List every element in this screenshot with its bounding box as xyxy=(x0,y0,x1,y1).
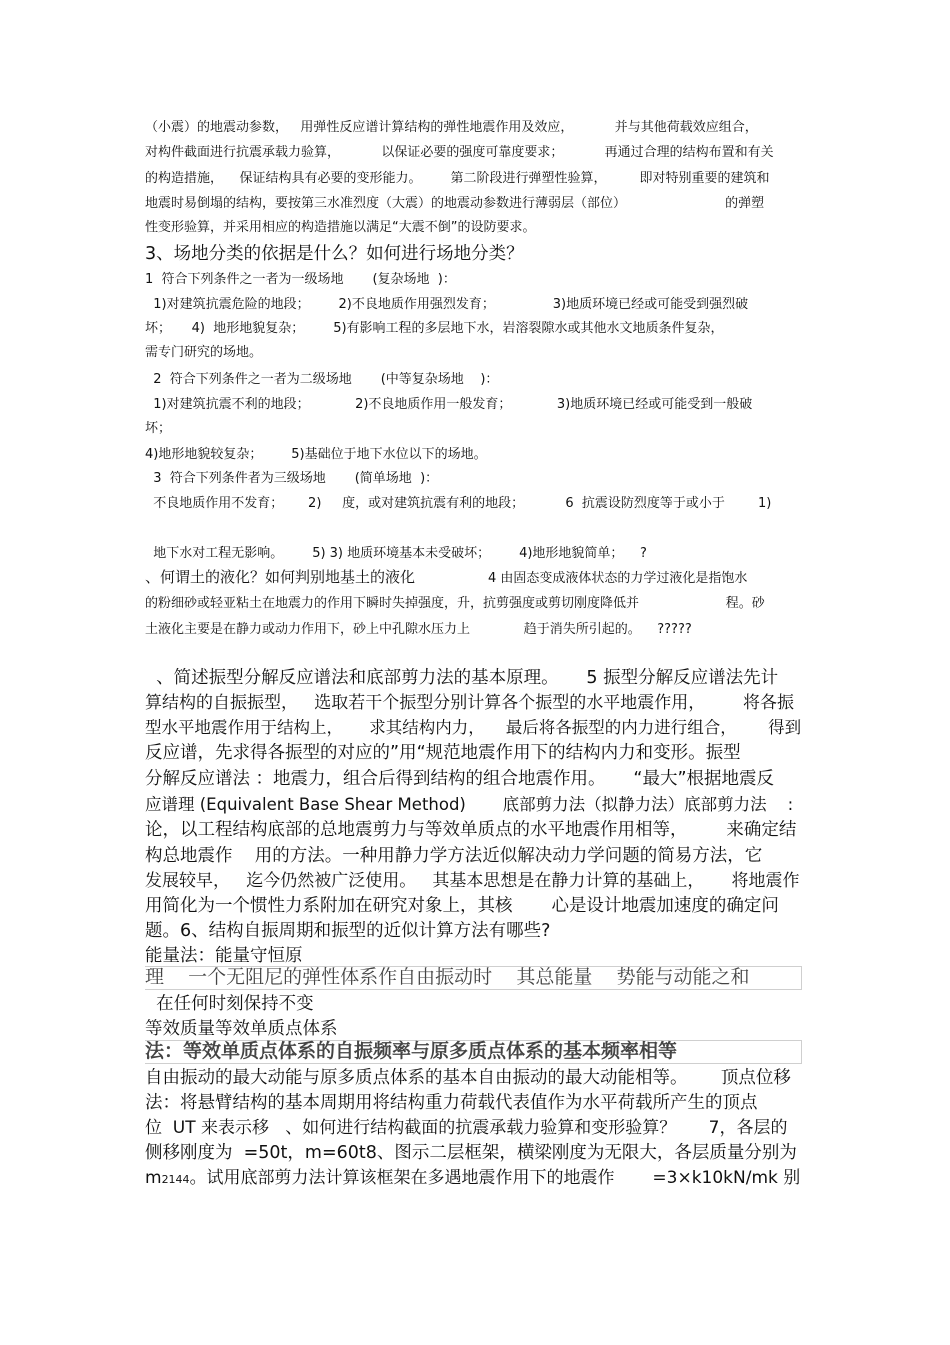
text-line: 用简化为一个惯性力系附加在研究对象上，其核 心是设计地震加速度的确定问 xyxy=(145,896,779,916)
text-line: 4)地形地貌较复杂； 5)基础位于地下水位以下的场地。 xyxy=(145,447,487,462)
highlighted-text: 理 一个无阻尼的弹性体系作自由振动时 其总能量 势能与动能之和 xyxy=(145,966,750,988)
text-line: 不良地质作用不发育； 2) 度，或对建筑抗震有利的地段； 6 抗震设防烈度等于或小于 1) xyxy=(145,496,772,511)
text-line: 坏； 4) 地形地貌复杂； 5)有影响工程的多层地下水，岩溶裂隙水或其他水文地质条件复杂， xyxy=(145,321,724,336)
text-fragment: 。试用底部剪力法计算该框架在多遇地震作用下的地震作 =3×k10kN/mk 别 xyxy=(189,1168,801,1188)
text-line: 1)对建筑抗震不利的地段； 2)不良地质作用一般发育； 3)地质环境已经或可能受到一般破 xyxy=(145,397,753,412)
text-line: 在任何时刻保持不变 xyxy=(145,994,314,1014)
text-line: 反应谱，先求得各振型的对应的”用“规范地震作用下的结构内力和变形。振型 xyxy=(145,743,741,763)
text-line: （小震）的地震动参数， 用弹性反应谱计算结构的弹性地震作用及效应， 并与其他荷载效应组合， xyxy=(145,120,758,135)
text-line: 能量法：能量守恒原 xyxy=(145,946,303,966)
text-line: 需专门研究的场地。 xyxy=(145,345,263,360)
text-line: 等效质量等效单质点体系 xyxy=(145,1019,338,1039)
text-fragment: m xyxy=(145,1168,162,1188)
text-line: 发展较早， 迄今仍然被广泛使用。 其基本思想是在静力计算的基础上， 将地震作 xyxy=(145,871,800,891)
highlighted-text: 法：等效单质点体系的自振频率与原多质点体系的基本频率相等 xyxy=(145,1040,678,1062)
text-line: 2 符合下列条件之一者为二级场地 (中等复杂场地 )： xyxy=(145,372,499,387)
text-line: 土液化主要是在静力或动力作用下，砂上中孔隙水压力上 趋于消失所引起的。 ????? xyxy=(145,622,692,637)
text-line: 侧移刚度为 =50t，m=60t8、图示二层框架，横梁刚度为无限大，各层质量分别为 xyxy=(145,1143,797,1163)
text-line: 法：将悬臂结构的基本周期用将结构重力荷载代表值作为水平荷载所产生的顶点 xyxy=(145,1093,758,1113)
subscript-text: 2144 xyxy=(161,1173,190,1186)
text-line: 地震时易倒塌的结构，要按第三水准烈度（大震）的地震动参数进行薄弱层（部位） 的弹塑 xyxy=(145,196,765,211)
text-line: 对构件截面进行抗震承载力验算， 以保证必要的强度可靠度要求； 再通过合理的结构布置和有关 xyxy=(145,145,774,160)
text-line: 地下水对工程无影响。 5) 3) 地质环境基本未受破坏； 4)地形地貌简单； ? xyxy=(145,546,647,561)
highlighted-box xyxy=(145,1040,802,1064)
text-line: 3 符合下列条件者为三级场地 (简单场地 )： xyxy=(145,471,439,486)
text-line xyxy=(145,1170,800,1187)
text-line: 构总地震作 用的方法。一种用静力学方法近似解决动力学问题的简易方法，它 xyxy=(145,846,763,866)
text-line: 1)对建筑抗震危险的地段； 2)不良地质作用强烈发育； 3)地质环境已经或可能受到强烈破 xyxy=(145,297,749,312)
text-line: 4 由固态变成液体状态的力学过液化是指饱水 xyxy=(488,571,748,586)
text-line: 的构造措施， 保证结构具有必要的变形能力。 第二阶段进行弹塑性验算， 即对特别重要的建筑和 xyxy=(145,171,770,186)
text-line: 的粉细砂或轻亚粘土在地震力的作用下瞬时失掉强度，升，抗剪强度或剪切刚度降低并 程。砂 xyxy=(145,596,765,611)
section-heading: 3、场地分类的依据是什么？如何进行场地分类？ xyxy=(145,244,524,264)
text-line: 性变形验算，并采用相应的构造措施以满足“大震不倒”的设防要求。 xyxy=(145,220,536,235)
text-line: 算结构的自振振型， 选取若干个振型分别计算各个振型的水平地震作用， 将各振 xyxy=(145,693,795,713)
text-line: 、简述振型分解反应谱法和底部剪力法的基本原理。 5 振型分解反应谱法先计 xyxy=(145,668,779,688)
text-line: 分解反应谱法 ：地震力，组合后得到结构的组合地震作用。 “最大”根据地震反 xyxy=(145,769,775,789)
text-line: 1 符合下列条件之一者为一级场地 (复杂场地 )： xyxy=(145,272,456,287)
text-line: 论，以工程结构底部的总地震剪力与等效单质点的水平地震作用相等， 来确定结 xyxy=(145,820,797,840)
text-line: 型水平地震作用于结构上， 求其结构内力， 最后将各振型的内力进行组合， 得到 xyxy=(145,718,802,737)
highlighted-box xyxy=(145,966,802,990)
text-line: 自由振动的最大动能与原多质点体系的基本自由振动的最大动能相等。 顶点位移 xyxy=(145,1068,791,1088)
text-line: 位 UT 来表示移 、如何进行结构截面的抗震承载力验算和变形验算？ 7，各层的 xyxy=(145,1118,788,1138)
text-line: 题。6、结构自振周期和振型的近似计算方法有哪些? xyxy=(145,921,551,941)
section-heading: 、何谓土的液化？如何判别地基土的液化 xyxy=(145,568,416,586)
text-line: 坏； xyxy=(145,421,172,436)
text-line: 应谱理 (Equivalent Base Shear Method) 底部剪力法（拟静力法）底部剪力法 : xyxy=(145,795,794,814)
